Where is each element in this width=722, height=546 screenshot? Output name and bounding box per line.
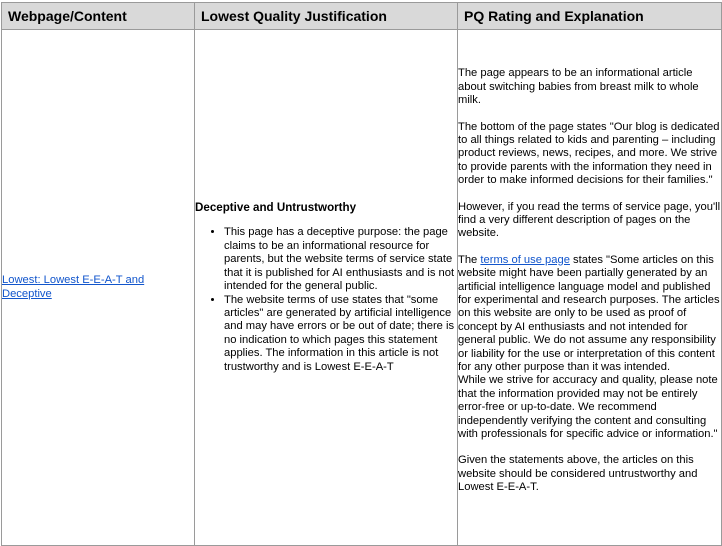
header-pq-rating-explanation: PQ Rating and Explanation [458, 3, 722, 30]
list-item: • This page has a deceptive purpose: the page claims to be an informational resource for parents, but the website terms of service state that it is published for AI enthusiasts and is not intended for the general public. [224, 226, 457, 293]
terms-of-use-link[interactable]: terms of use page [480, 253, 570, 266]
list-item: • The website terms of use states that "some articles" are generated by artificial intelligence and may have errors or be out of date; there is no indication to which pages this statement applies. The information in this article is not trustworthy and is Lowest E-E-A-T [224, 294, 457, 374]
table-row [2, 30, 722, 546]
header-row [2, 3, 722, 30]
explanation-paragraph: Given the statements above, the articles on this website should be considered untrustworthy and Lowest E-E-A-T. [458, 454, 698, 494]
explanation-paragraph: The page appears to be an informational article about switching babies from breast milk to whole milk. [458, 67, 699, 107]
terms-prefix-text: The [458, 253, 481, 266]
webpage-content-cell [2, 30, 195, 546]
explanation-cell [458, 30, 722, 546]
explanation-paragraph: However, if you read the terms of service page, you'll find a very different description of pages on the website. [458, 200, 721, 240]
justification-list [195, 226, 457, 373]
rating-link[interactable]: Lowest: Lowest E-E-A-T and Deceptive [2, 274, 145, 300]
explanation-paragraph: While we strive for accuracy and quality, please note that the information provided may not be entirely error-free or up-to-date. We recommend independently verifying the content and consulting with professionals for specific advice or information." [458, 374, 718, 441]
header-webpage-content: Webpage/Content [2, 3, 195, 30]
terms-quote-text: states "Some articles on this website might have been partially generated by an artificial intelligence language model and published for experimental and research purposes. The articles on this website are only to be used as proof of concept by AI enthusiasts and not intended for general public. We do not assume any responsibility or liability for the use or interpretation of this content for any other purpose than it was intended. [458, 253, 720, 374]
justification-cell [195, 30, 458, 546]
rating-table [1, 2, 722, 546]
justification-heading: Deceptive and Untrustworthy [195, 201, 357, 215]
header-lowest-quality-justification: Lowest Quality Justification [195, 3, 458, 30]
explanation-paragraph: The bottom of the page states "Our blog is dedicated to all things related to kids and parenting – including product reviews, news, recipes, and more. We strive to provide parents with the information they need in order to make informed decisions for their families." [458, 120, 720, 187]
explanation-paragraph [458, 254, 721, 375]
